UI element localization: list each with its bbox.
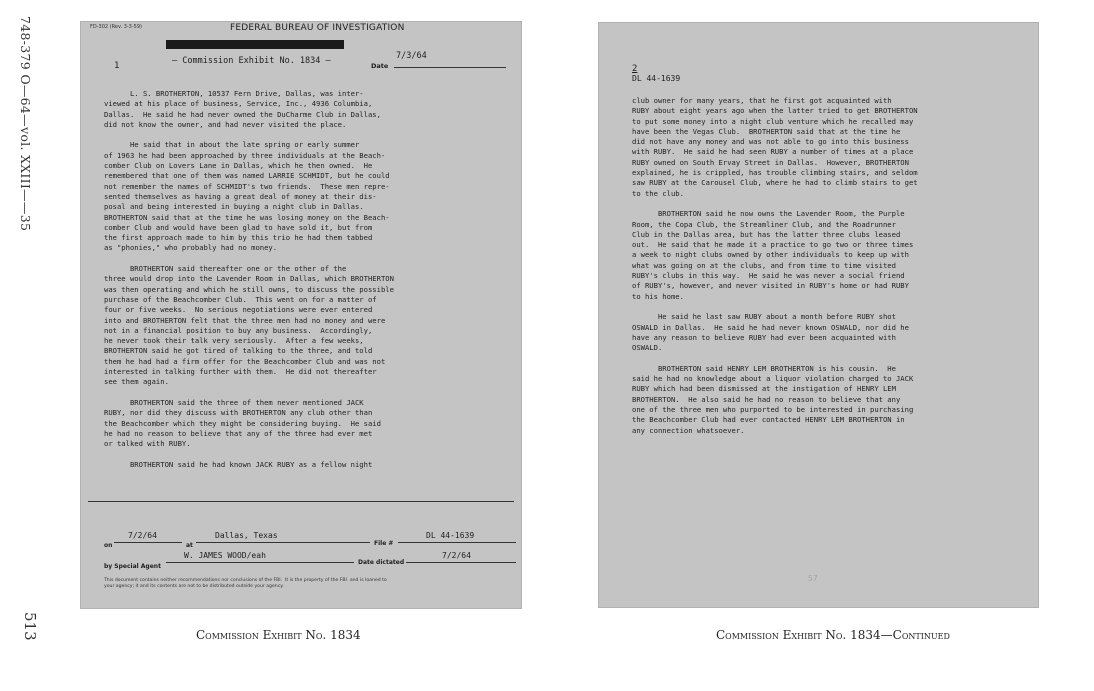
file-label: File # — [374, 540, 394, 547]
text-line: posal and being interested in buying a night club in Dallas. — [104, 202, 364, 212]
text-line: RUBY which had been dismissed at the instigation of HENRY LEM — [632, 384, 896, 394]
text-line: said he had no knowledge about a liquor violation charged to JACK — [632, 374, 914, 384]
on-label: on — [104, 542, 113, 549]
text-line: BROTHERTON said he had known JACK RUBY as a fellow night — [104, 459, 373, 469]
text-line: to the club. — [632, 188, 684, 198]
text-line: explained, he is crippled, has trouble climbing stairs, and seldom — [632, 168, 918, 178]
text-line: Club in the Dallas area, but has the latter three clubs leased — [632, 229, 901, 239]
text-line: to put some money into a night club venture which he recalled may — [632, 116, 914, 126]
dictated-rule — [406, 562, 516, 563]
text-line: sented themselves as having a great deal of money at their dis- — [104, 191, 377, 201]
redaction-bar — [166, 40, 344, 49]
text-line: the Beachcomber Club had ever contacted HENRY LEM BROTHERTON in — [632, 415, 905, 425]
paragraph-gap — [104, 388, 394, 398]
text-line: he had no reason to believe that any of the three had ever met — [104, 428, 373, 438]
text-line: Dallas. He said he had never owned the DuCharme Club in Dallas, — [104, 109, 381, 119]
text-line: not remember the names of SCHMIDT's two friends. These men repre- — [104, 181, 390, 191]
text-line: purchase of the Beachcomber Club. This went on for a matter of — [104, 294, 377, 304]
text-line: as "phonies," who probably had no money. — [104, 243, 278, 253]
paragraph-gap — [632, 302, 918, 312]
right-caption: Commission Exhibit No. 1834—Continued — [716, 628, 950, 642]
text-line: BROTHERTON said he now owns the Lavender Room, the Purple — [632, 209, 905, 219]
text-line: of 1963 he had been approached by three individuals at the Beach- — [104, 150, 386, 160]
text-line: OSWALD in Dallas. He said he had never known OSWALD, nor did he — [632, 322, 909, 332]
text-line: BROTHERTON said he got tired of talking to the three, and told — [104, 346, 373, 356]
text-line: see them again. — [104, 377, 169, 387]
text-line: saw RUBY at the Carousel Club, where he had to climb stairs to get — [632, 178, 918, 188]
file-reference: DL 44-1639 — [632, 74, 681, 83]
text-line: or talked with RUBY. — [104, 439, 191, 449]
text-line: was then operating and which he still owns, to discuss the possible — [104, 284, 394, 294]
text-line: not in a financial position to buy any business. Accordingly, — [104, 325, 373, 335]
text-line: BROTHERTON said thereafter one or the other of the — [104, 264, 347, 274]
text-line: BROTHERTON said the three of them never mentioned JACK — [104, 397, 364, 407]
text-line: He said he last saw RUBY about a month before RUBY shot — [632, 312, 896, 322]
date-label: Date — [371, 62, 389, 70]
text-line: he never took their talk very seriously. After a few weeks, — [104, 336, 364, 346]
report-date: 7/3/64 — [396, 51, 427, 61]
left-body-text — [104, 89, 394, 470]
text-line: did not know the owner, and had never visited the place. — [104, 119, 347, 129]
text-line: comber Club and would have been glad to have sold it, but from — [104, 222, 373, 232]
interview-date: 7/2/64 — [128, 531, 157, 540]
dictated-label: Date dictated — [358, 559, 405, 566]
text-line: RUBY about eight years ago when the latter tried to get BROTHERTON — [632, 106, 918, 116]
paragraph-gap — [632, 353, 918, 363]
paragraph-gap — [632, 199, 918, 209]
text-line: them he had had a firm offer for the Beachcomber Club and was not — [104, 356, 386, 366]
text-line: the first approach made to him by this trio he had them tabbed — [104, 233, 373, 243]
footer-rule — [88, 501, 514, 502]
text-line: BROTHERTON. He also said he had no reason to believe that any — [632, 394, 901, 404]
exhibit-label: — Commission Exhibit No. 1834 — — [172, 56, 331, 66]
text-line: viewed at his place of business, Service, Inc., 4936 Columbia, — [104, 99, 373, 109]
text-line: with RUBY. He said he had seen RUBY a number of times at a place — [632, 147, 914, 157]
right-document-page — [598, 22, 1039, 608]
text-line: one of the three men who purported to be interested in purchasing — [632, 404, 914, 414]
text-line: what was going on at the clubs, and from time to time visited — [632, 260, 896, 270]
text-line: four or five weeks. No serious negotiations were ever entered — [104, 305, 373, 315]
file-number: DL 44-1639 — [426, 531, 475, 540]
page-num-left: 1 — [114, 61, 120, 71]
text-line: a week to night clubs owned by other individuals to keep up with — [632, 250, 909, 260]
faint-page-mark: 57 — [808, 574, 818, 583]
text-line: Room, the Copa Club, the Streamliner Club, and the Roadrunner — [632, 219, 896, 229]
text-line: interested in talking further with them. He did not thereafter — [104, 367, 377, 377]
text-line: BROTHERTON said that at the time he was losing money on the Beach- — [104, 212, 390, 222]
text-line: OSWALD. — [632, 343, 663, 353]
at-label: at — [186, 542, 193, 549]
text-line: into and BROTHERTON felt that the three men had no money and were — [104, 315, 386, 325]
agent-name: W. JAMES WOOD/eah — [184, 551, 266, 560]
text-line: out. He said that he made it a practice to go two or three times — [632, 240, 914, 250]
text-line: of RUBY's, however, and never visited in RUBY's home or had RUBY — [632, 281, 909, 291]
text-line: RUBY owned on South Ervay Street in Dallas. However, BROTHERTON — [632, 157, 909, 167]
interview-place: Dallas, Texas — [215, 531, 278, 540]
text-line: to his home. — [632, 291, 684, 301]
volume-label: 748-379 O—64—vol. XXIII——35 — [18, 16, 33, 232]
agent-label: by Special Agent — [104, 563, 161, 570]
text-line: three would drop into the Lavender Room in Dallas, which BROTHERTON — [104, 274, 394, 284]
disclaimer: This document contains neither recommendations nor conclusions of the FBI. It is the property of the FBI and is loaned to your agency; it and its contents are not to be distributed outside your agency. — [104, 578, 387, 589]
text-line: BROTHERTON said HENRY LEM BROTHERTON is his cousin. He — [632, 363, 896, 373]
text-line: the Beachcomber which they might be considering buying. He said — [104, 418, 381, 428]
text-line: RUBY, nor did they discuss with BROTHERTON any club other than — [104, 408, 373, 418]
text-line: He said that in about the late spring or early summer — [104, 140, 360, 150]
text-line: have been the Vegas Club. BROTHERTON said that at the time he — [632, 126, 901, 136]
text-line: have any reason to believe RUBY had ever been acquainted with — [632, 332, 896, 342]
paragraph-gap — [104, 130, 394, 140]
paragraph-gap — [104, 254, 394, 264]
at-rule — [196, 542, 370, 543]
text-line: comber Club on Lovers Lane in Dallas, which he then owned. He — [104, 161, 373, 171]
text-line: any connection whatsoever. — [632, 425, 745, 435]
on-rule — [114, 542, 182, 543]
right-body-text — [632, 96, 918, 436]
text-line: club owner for many years, that he first got acquainted with — [632, 96, 892, 105]
page-number: 513 — [21, 612, 39, 641]
left-document-page — [80, 21, 522, 609]
paragraph-gap — [104, 449, 394, 459]
text-line: remembered that one of them was named LARRIE SCHMIDT, but he could — [104, 171, 390, 181]
page-num-right: 2 — [632, 64, 638, 74]
agent-rule — [166, 562, 354, 563]
dictated-date: 7/2/64 — [442, 551, 471, 560]
file-rule — [398, 542, 516, 543]
left-caption: Commission Exhibit No. 1834 — [196, 628, 361, 642]
text-line: RUBY's clubs in this way. He said he was never a social friend — [632, 271, 905, 281]
date-rule — [394, 67, 506, 68]
form-number: FD-302 (Rev. 3-3-59) — [90, 24, 142, 30]
text-line: did not have any money and was not able to go into this business — [632, 137, 909, 147]
text-line: L. S. BROTHERTON, 10537 Fern Drive, Dallas, was inter- — [104, 89, 364, 98]
agency-header: FEDERAL BUREAU OF INVESTIGATION — [230, 23, 405, 33]
